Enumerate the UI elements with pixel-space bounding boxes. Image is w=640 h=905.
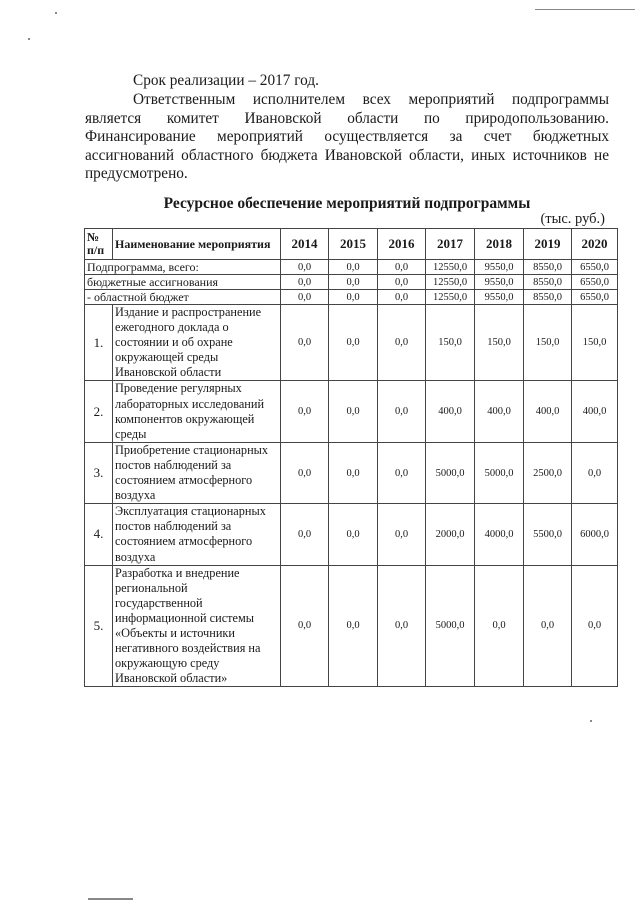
- row-number: 3.: [85, 442, 113, 503]
- value-cell: 8550,0: [524, 260, 572, 275]
- table-row: [85, 504, 618, 565]
- value-cell: 0,0: [329, 381, 378, 442]
- table-row: [85, 565, 618, 687]
- table-row: [85, 381, 618, 442]
- header-year: 2018: [475, 229, 524, 260]
- value-cell: 12550,0: [426, 260, 475, 275]
- row-number: 4.: [85, 504, 113, 565]
- units-label: (тыс. руб.): [540, 211, 605, 227]
- resource-table: [84, 228, 618, 687]
- value-cell: 4000,0: [475, 504, 524, 565]
- value-cell: 0,0: [329, 565, 378, 687]
- header-num: № п/п: [85, 229, 113, 260]
- table-header-row: [85, 229, 618, 260]
- value-cell: 12550,0: [426, 290, 475, 305]
- scan-artifact: [55, 12, 57, 14]
- summary-row: [85, 260, 618, 275]
- value-cell: 0,0: [329, 275, 378, 290]
- value-cell: 2500,0: [524, 442, 572, 503]
- value-cell: 0,0: [572, 565, 618, 687]
- value-cell: 8550,0: [524, 290, 572, 305]
- summary-label: - областной бюджет: [85, 290, 281, 305]
- value-cell: 5000,0: [426, 442, 475, 503]
- header-name: Наименование мероприятия: [113, 229, 281, 260]
- value-cell: 0,0: [378, 260, 426, 275]
- value-cell: 150,0: [524, 305, 572, 381]
- value-cell: 400,0: [426, 381, 475, 442]
- responsibility-paragraph: Ответственным исполнителем всех мероприятий подпрограммы является комитет Ивановской области по природопользованию. Финансирование мероприятий осуществляется за счет бюджетных ассигнований областного бюджета Ивановской области, иных источников не предусмотрено.: [85, 91, 609, 182]
- scan-artifact: [535, 9, 635, 10]
- value-cell: 9550,0: [475, 260, 524, 275]
- value-cell: 150,0: [426, 305, 475, 381]
- activity-name: Разработка и внедрение региональной государственной информационной системы «Объекты и источники негативного воздействия на окружающую среду Ивановской области»: [113, 565, 281, 687]
- value-cell: 150,0: [572, 305, 618, 381]
- value-cell: 0,0: [329, 290, 378, 305]
- value-cell: 6000,0: [572, 504, 618, 565]
- activity-name: Приобретение стационарных постов наблюдений за состоянием атмосферного воздуха: [113, 442, 281, 503]
- value-cell: 0,0: [378, 504, 426, 565]
- summary-row: [85, 290, 618, 305]
- value-cell: 8550,0: [524, 275, 572, 290]
- value-cell: 5000,0: [475, 442, 524, 503]
- value-cell: 6550,0: [572, 275, 618, 290]
- summary-label: Подпрограмма, всего:: [85, 260, 281, 275]
- value-cell: 0,0: [329, 504, 378, 565]
- value-cell: 0,0: [329, 260, 378, 275]
- value-cell: 0,0: [378, 565, 426, 687]
- row-number: 1.: [85, 305, 113, 381]
- scan-artifact: [88, 898, 133, 900]
- value-cell: 0,0: [378, 381, 426, 442]
- implementation-period: Срок реализации – 2017 год.: [133, 72, 319, 89]
- value-cell: 0,0: [378, 305, 426, 381]
- value-cell: 0,0: [281, 381, 329, 442]
- activity-name: Эксплуатация стационарных постов наблюдений за состоянием атмосферного воздуха: [113, 504, 281, 565]
- value-cell: 400,0: [475, 381, 524, 442]
- value-cell: 0,0: [378, 442, 426, 503]
- value-cell: 0,0: [281, 442, 329, 503]
- value-cell: 0,0: [281, 565, 329, 687]
- value-cell: 5000,0: [426, 565, 475, 687]
- value-cell: 0,0: [281, 504, 329, 565]
- scan-artifact: [590, 720, 592, 722]
- header-year: 2020: [572, 229, 618, 260]
- value-cell: 400,0: [524, 381, 572, 442]
- table-title: Ресурсное обеспечение мероприятий подпрограммы: [163, 195, 531, 212]
- value-cell: 0,0: [281, 305, 329, 381]
- value-cell: 0,0: [475, 565, 524, 687]
- value-cell: 400,0: [572, 381, 618, 442]
- summary-row: [85, 275, 618, 290]
- value-cell: 5500,0: [524, 504, 572, 565]
- summary-label: бюджетные ассигнования: [85, 275, 281, 290]
- header-year: 2015: [329, 229, 378, 260]
- header-year: 2019: [524, 229, 572, 260]
- value-cell: 0,0: [281, 260, 329, 275]
- table-row: [85, 305, 618, 381]
- table-row: [85, 442, 618, 503]
- row-number: 2.: [85, 381, 113, 442]
- value-cell: 0,0: [378, 275, 426, 290]
- value-cell: 0,0: [329, 442, 378, 503]
- value-cell: 9550,0: [475, 290, 524, 305]
- activity-name: Проведение регулярных лабораторных исследований компонентов окружающей среды: [113, 381, 281, 442]
- value-cell: 6550,0: [572, 260, 618, 275]
- value-cell: 6550,0: [572, 290, 618, 305]
- row-number: 5.: [85, 565, 113, 687]
- header-year: 2017: [426, 229, 475, 260]
- header-year: 2016: [378, 229, 426, 260]
- value-cell: 0,0: [524, 565, 572, 687]
- value-cell: 0,0: [281, 275, 329, 290]
- activity-name: Издание и распространение ежегодного доклада о состоянии и об охране окружающей среды Ивановской области: [113, 305, 281, 381]
- scan-artifact: [28, 38, 30, 40]
- value-cell: 2000,0: [426, 504, 475, 565]
- value-cell: 0,0: [378, 290, 426, 305]
- header-year: 2014: [281, 229, 329, 260]
- value-cell: 0,0: [572, 442, 618, 503]
- value-cell: 0,0: [329, 305, 378, 381]
- value-cell: 0,0: [281, 290, 329, 305]
- value-cell: 12550,0: [426, 275, 475, 290]
- value-cell: 9550,0: [475, 275, 524, 290]
- value-cell: 150,0: [475, 305, 524, 381]
